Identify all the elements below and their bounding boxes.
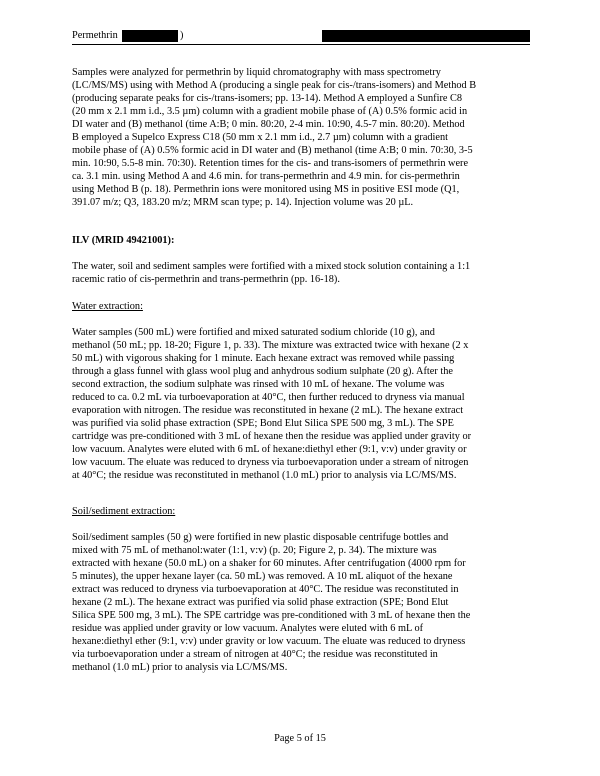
- paragraph-line: methanol (50 mL; pp. 18-20; Figure 1, p. 33). The mixture was extracted twice with hexane (2 x: [72, 340, 469, 351]
- paragraph-line: (20 mm x 2.1 mm i.d., 3.5 µm) column with a gradient mobile phase of (A) 0.5% formic acid in: [72, 106, 468, 117]
- paragraph-line: 50 mL) with vigorous shaking for 1 minute. Each hexane extract was removed while passing: [72, 353, 455, 364]
- paragraph-line: low vacuum. The eluate was reduced to dryness via turboevaporation under a stream of nitrogen: [72, 457, 469, 468]
- paragraph-line: Silica SPE 500 mg, 3 mL). The SPE cartridge was pre-conditioned with 3 mL of hexane then the: [72, 610, 471, 621]
- paragraph-line: The water, soil and sediment samples were fortified with a mixed stock solution containing a 1:1: [72, 261, 471, 272]
- paragraph-line: was purified via solid phase extraction (SPE; Bond Elut Silica SPE 500 mg, 3 mL). The SPE: [72, 418, 454, 429]
- redaction-bar: [122, 30, 178, 42]
- water-extraction-paragraph: [72, 326, 530, 482]
- ilv-paragraph: [72, 260, 530, 286]
- paragraph-line: 391.07 m/z; Q3, 183.20 m/z; MRM scan type; p. 14). Injection volume was 20 µL.: [72, 197, 414, 208]
- paragraph-line: reduced to ca. 0.2 mL via turboevaporation at 40°C, then further reduced to dryness via manual: [72, 392, 465, 403]
- page-header: [72, 28, 530, 45]
- paragraph-line: extracted with hexane (50.0 mL) on a shaker for 60 minutes. After centrifugation (4000 rpm for: [72, 558, 466, 569]
- water-extraction-heading: Water extraction:: [72, 301, 143, 312]
- header-paren: ): [180, 30, 184, 41]
- paragraph-line: second extraction, the sodium sulphate was rinsed with 10 mL of hexane. The volume was: [72, 379, 445, 390]
- paragraph-line: methanol (1.0 mL) prior to analysis via LC/MS/MS.: [72, 662, 288, 673]
- paragraph-line: evaporation with nitrogen. The residue was reconstituted in hexane (2 mL). The hexane extract: [72, 405, 464, 416]
- paragraph-line: via turboevaporation under a stream of nitrogen at 40°C; the residue was reconstituted in: [72, 649, 438, 660]
- paragraph-line: low vacuum. Analytes were eluted with 6 mL of hexane:diethyl ether (9:1, v:v) under gravity or: [72, 444, 467, 455]
- paragraph-line: B employed a Supelco Express C18 (50 mm x 2.1 mm i.d., 2.7 µm) column with a gradient: [72, 132, 448, 143]
- paragraph-line: ca. 3.1 min. using Method A and 4.6 min. for trans-permethrin and 4.9 min. for cis-permethrin: [72, 171, 460, 182]
- paragraph-line: min. 10:90, 5.5-8 min. 70:30). Retention times for the cis- and trans-isomers of permethrin were: [72, 158, 469, 169]
- paragraph-line: through a glass funnel with glass wool plug and anhydrous sodium sulphate (20 g). After the: [72, 366, 453, 377]
- paragraph-line: (LC/MS/MS) using with Method A (producing a single peak for cis-/trans-isomers) and Method B: [72, 80, 477, 91]
- paragraph-line: Water samples (500 mL) were fortified and mixed saturated sodium chloride (10 g), and: [72, 327, 435, 338]
- paragraph-line: Soil/sediment samples (50 g) were fortified in new plastic disposable centrifuge bottles and: [72, 532, 449, 543]
- paragraph-line: mixed with 75 mL of methanol:water (1:1, v:v) (p. 20; Figure 2, p. 34). The mixture was: [72, 545, 437, 556]
- paragraph-line: racemic ratio of cis-permethrin and trans-permethrin (pp. 16-18).: [72, 274, 340, 285]
- soil-extraction-paragraph: [72, 531, 530, 674]
- redaction-bar: [322, 30, 530, 42]
- paragraph-line: Samples were analyzed for permethrin by liquid chromatography with mass spectrometry: [72, 67, 441, 78]
- soil-extraction-heading: Soil/sediment extraction:: [72, 506, 176, 517]
- paragraph-line: 5 minutes), the upper hexane layer (ca. 50 mL) was removed. A 10 mL aliquot of the hexane: [72, 571, 453, 582]
- paragraph-line: hexane (2 mL). The hexane extract was purified via solid phase extraction (SPE; Bond Elut: [72, 597, 449, 608]
- paragraph-line: (producing separate peaks for cis-/trans-isomers; pp. 13-14). Method A employed a Sunfire C8: [72, 93, 463, 104]
- method-paragraph: [72, 66, 530, 209]
- paragraph-line: DI water and (B) methanol (time A:B; 0 min. 80:20, 2-4 min. 10:90, 4.5-7 min. 80:20). Method: [72, 119, 465, 130]
- paragraph-line: cartridge was pre-conditioned with 3 mL of hexane then the residue was applied under gravity or: [72, 431, 472, 442]
- page-number: Page 5 of 15: [274, 733, 326, 744]
- ilv-heading: ILV (MRID 49421001):: [72, 235, 175, 246]
- paragraph-line: residue was applied under gravity or low vacuum. Analytes were eluted with 6 mL of: [72, 623, 424, 634]
- paragraph-line: extract was reduced to dryness via turboevaporation at 40°C. The residue was reconstituted in: [72, 584, 459, 595]
- paragraph-line: hexane:diethyl ether (9:1, v:v) under gravity or low vacuum. The eluate was reduced to dryness: [72, 636, 466, 647]
- paragraph-line: at 40°C; the residue was reconstituted in methanol (1.0 mL) prior to analysis via LC/MS/MS.: [72, 470, 457, 481]
- paragraph-line: using Method B (p. 18). Permethrin ions were monitored using MS in positive ESI mode (Q1,: [72, 184, 460, 195]
- header-title: Permethrin: [72, 30, 118, 41]
- paragraph-line: mobile phase of (A) 0.5% formic acid in DI water and (B) methanol (time A:B; 0 min. 70:30, 3-5: [72, 145, 473, 156]
